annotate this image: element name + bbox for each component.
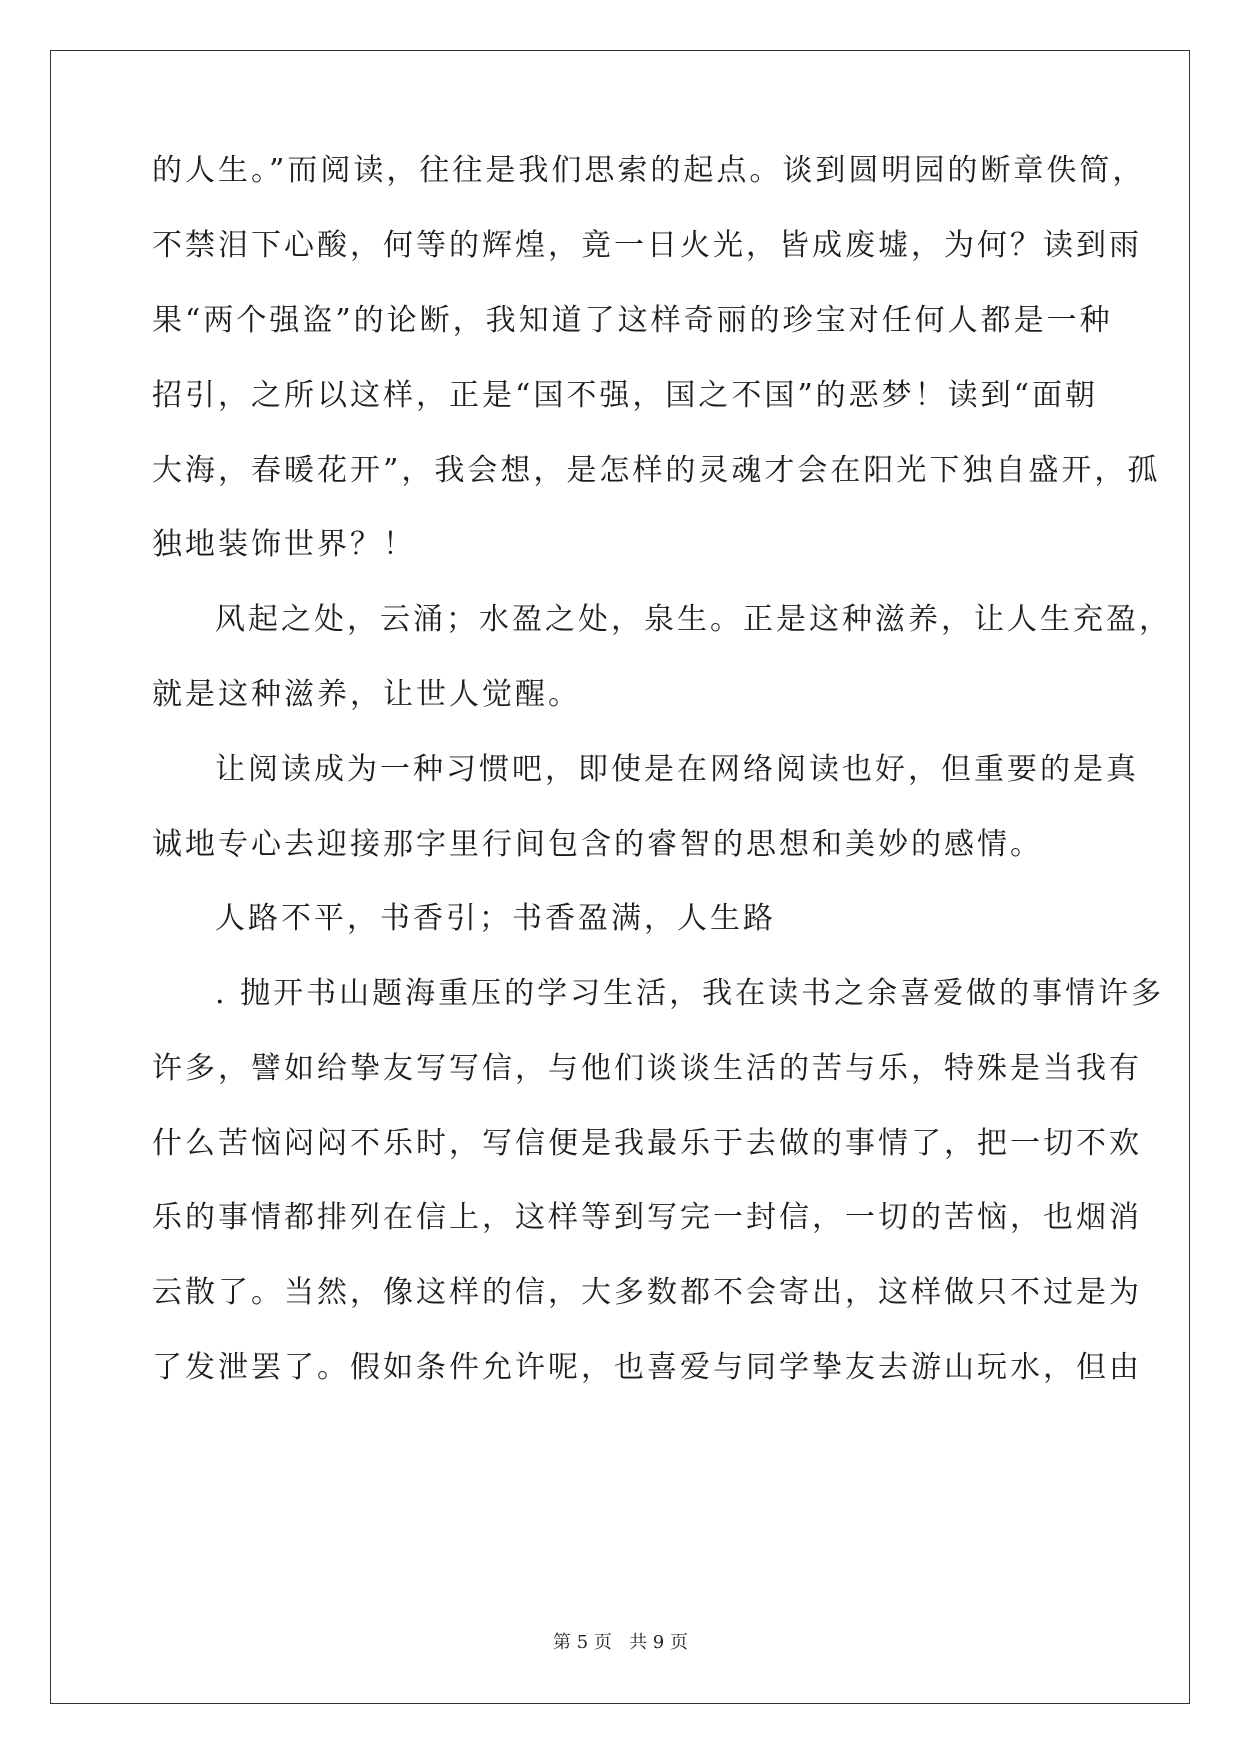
text-line: 许多，譬如给挚友写写信，与他们谈谈生活的苦与乐，特殊是当我有 xyxy=(152,1051,1142,1086)
text-line: 云散了。当然，像这样的信，大多数都不会寄出，这样做只不过是为 xyxy=(152,1275,1142,1310)
text-line: 诚地专心去迎接那字里行间包含的睿智的思想和美妙的感情。 xyxy=(152,827,1043,862)
text-line: 大海，春暖花开”，我会想，是怎样的灵魂才会在阳光下独自盛开，孤 xyxy=(152,453,1161,488)
page-frame xyxy=(50,50,1190,1704)
text-line: 了发泄罢了。假如条件允许呢，也喜爱与同学挚友去游山玩水，但由 xyxy=(152,1350,1142,1385)
text-line: 风起之处，云涌；水盈之处，泉生。正是这种滋养，让人生充盈， xyxy=(215,602,1172,637)
text-line: 让阅读成为一种习惯吧，即使是在网络阅读也好，但重要的是真 xyxy=(215,752,1139,787)
text-line: 就是这种滋养，让世人觉醒。 xyxy=(152,677,581,712)
text-line: 人路不平，书香引；书香盈满，人生路 xyxy=(215,901,776,936)
text-line: 果“两个强盗”的论断，我知道了这样奇丽的珍宝对任何人都是一种 xyxy=(152,303,1113,338)
page-footer xyxy=(0,1632,1241,1654)
text-line: 招引，之所以这样，正是“国不强，国之不国”的恶梦！读到“面朝 xyxy=(152,378,1099,413)
text-line: 不禁泪下心酸，何等的辉煌，竟一日火光，皆成废墟，为何？读到雨 xyxy=(152,228,1142,263)
page-number: 第 5 页 xyxy=(553,1632,612,1653)
text-line: . 抛开书山题海重压的学习生活，我在读书之余喜爱做的事情许多 xyxy=(215,976,1165,1011)
text-line: 乐的事情都排列在信上，这样等到写完一封信，一切的苦恼，也烟消 xyxy=(152,1200,1142,1235)
text-line: 的人生。”而阅读，往往是我们思索的起点。谈到圆明园的断章佚简， xyxy=(152,153,1146,188)
page-total: 共 9 页 xyxy=(629,1632,688,1653)
text-line: 什么苦恼闷闷不乐时，写信便是我最乐于去做的事情了，把一切不欢 xyxy=(152,1126,1142,1161)
text-line: 独地装饰世界？！ xyxy=(152,527,416,562)
